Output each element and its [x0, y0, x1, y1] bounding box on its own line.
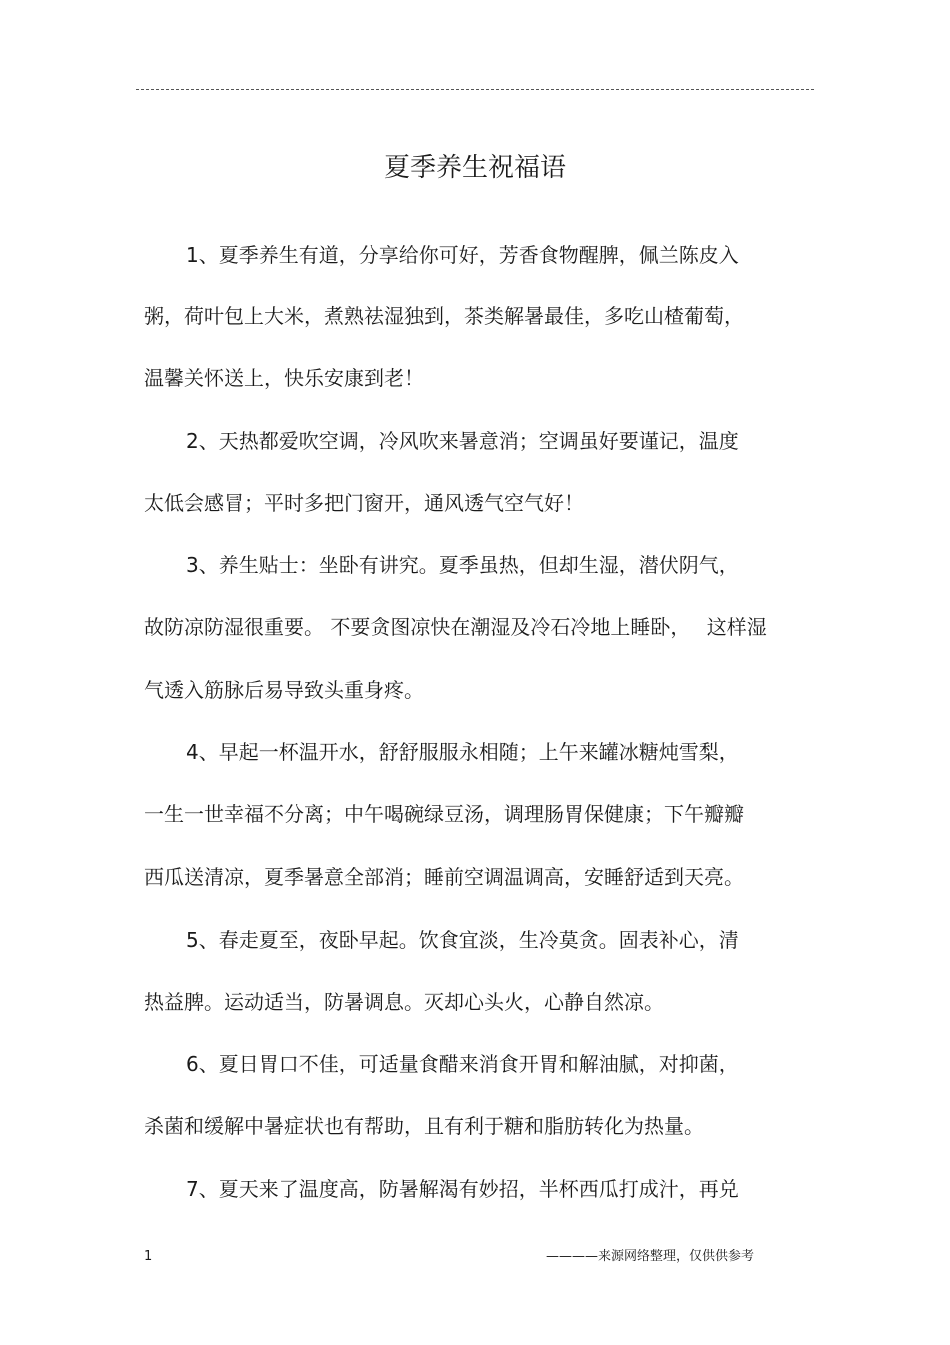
paragraph-line: 6、夏日胃口不佳，可适量食醋来消食开胃和解油腻，对抑菌， [186, 1052, 739, 1076]
document-title: 夏季养生祝福语 [383, 153, 566, 183]
paragraph-line: 粥，荷叶包上大米，煮熟祛湿独到，茶类解暑最佳，多吃山楂葡萄， [144, 304, 744, 328]
paragraph-line: 温馨关怀送上，快乐安康到老！ [144, 366, 424, 390]
paragraph-line: 热益脾。运动适当，防暑调息。灭却心头火，心静自然凉。 [144, 990, 664, 1014]
paragraph-line: 杀菌和缓解中暑症状也有帮助，且有利于糖和脂肪转化为热量。 [144, 1114, 704, 1138]
paragraph-line: 2、天热都爱吹空调，冷风吹来暑意消；空调虽好要谨记，温度 [186, 429, 739, 453]
paragraph-line: 一生一世幸福不分离；中午喝碗绿豆汤，调理肠胃保健康；下午瓣瓣 [144, 802, 744, 826]
source-note: ————来源网络整理，仅供供参考 [546, 1249, 755, 1264]
paragraph-line: 1、夏季养生有道，分享给你可好，芳香食物醒脾，佩兰陈皮入 [186, 243, 739, 267]
paragraph-line: 4、早起一杯温开水，舒舒服服永相随；上午来罐冰糖炖雪梨， [186, 740, 739, 764]
paragraph-line: 5、春走夏至，夜卧早起。饮食宜淡，生冷莫贪。固表补心，清 [186, 928, 739, 952]
page-number: 1 [144, 1249, 153, 1264]
paragraph-line: 7、夏天来了温度高，防暑解渴有妙招，半杯西瓜打成汁，再兑 [186, 1177, 739, 1201]
paragraph-line: 3、养生贴士：坐卧有讲究。夏季虽热，但却生湿，潜伏阴气， [186, 553, 739, 577]
paragraph-line: 太低会感冒；平时多把门窗开，通风透气空气好！ [144, 491, 584, 515]
paragraph-line: 气透入筋脉后易导致头重身疼。 [144, 678, 424, 702]
paragraph-line: 故防凉防湿很重要。 不要贪图凉快在潮湿及冷石冷地上睡卧， 这样湿 [144, 615, 767, 639]
paragraph-line: 西瓜送清凉，夏季暑意全部消；睡前空调温调高，安睡舒适到天亮。 [144, 865, 744, 889]
